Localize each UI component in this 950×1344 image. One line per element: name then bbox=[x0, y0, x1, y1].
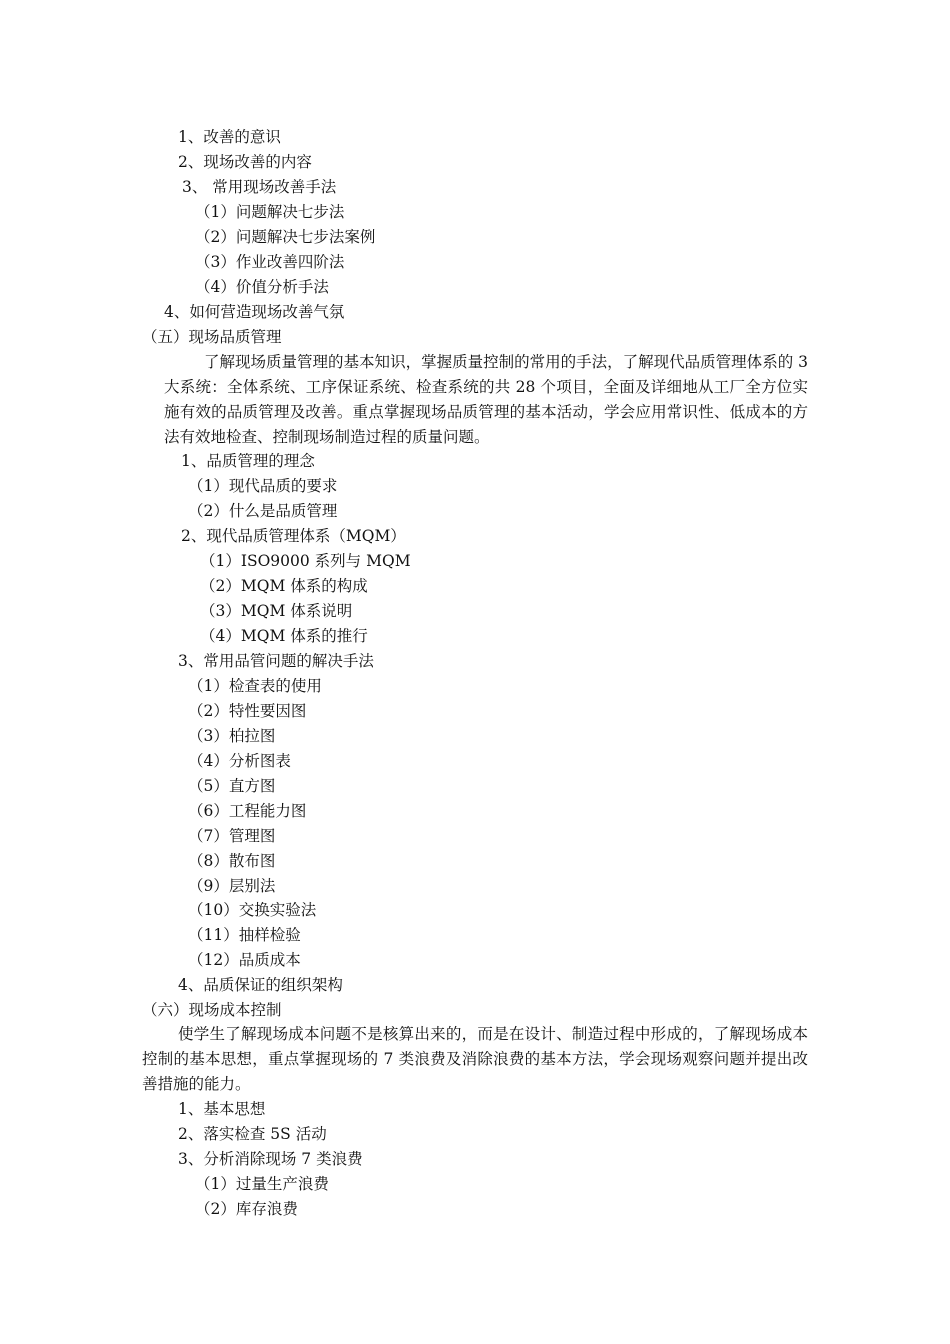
outline-item: 3、常用品管问题的解决手法 bbox=[178, 652, 374, 670]
section-heading: （五）现场品质管理 bbox=[142, 328, 282, 346]
outline-subitem: （1）现代品质的要求 bbox=[188, 477, 338, 495]
outline-subitem: （8）散布图 bbox=[188, 852, 276, 870]
outline-subitem: （10）交换实验法 bbox=[188, 901, 317, 919]
outline-item: 2、现代品质管理体系（MQM） bbox=[181, 527, 406, 545]
outline-item: 1、改善的意识 bbox=[178, 128, 281, 146]
outline-item: 2、落实检查 5S 活动 bbox=[178, 1125, 327, 1143]
outline-item: 1、基本思想 bbox=[178, 1100, 266, 1118]
outline-subitem: （4）分析图表 bbox=[188, 752, 291, 770]
outline-subitem: （3）作业改善四阶法 bbox=[195, 253, 345, 271]
section-paragraph: 使学生了解现场成本问题不是核算出来的，而是在设计、制造过程中形成的，了解现场成本控制的基本思想，重点掌握现场的 7 类浪费及消除浪费的基本方法，学会现场观察问题并提出改善措施的能力。 bbox=[142, 1025, 808, 1093]
outline-subitem: （2）库存浪费 bbox=[195, 1200, 298, 1218]
outline-subitem: （5）直方图 bbox=[188, 777, 276, 795]
outline-subitem: （11）抽样检验 bbox=[188, 926, 301, 944]
outline-subitem: （1）检查表的使用 bbox=[188, 677, 322, 695]
outline-subitem: （1）ISO9000 系列与 MQM bbox=[200, 552, 411, 570]
outline-item: 3、分析消除现场 7 类浪费 bbox=[178, 1150, 363, 1168]
section-heading: （六）现场成本控制 bbox=[142, 1001, 282, 1019]
outline-subitem: （1）过量生产浪费 bbox=[195, 1175, 329, 1193]
outline-subitem: （12）品质成本 bbox=[188, 951, 301, 969]
outline-item: 4、品质保证的组织架构 bbox=[178, 976, 343, 994]
outline-subitem: （2）特性要因图 bbox=[188, 702, 307, 720]
outline-subitem: （9）层别法 bbox=[188, 877, 276, 895]
outline-subitem: （2）问题解决七步法案例 bbox=[195, 228, 376, 246]
section-paragraph: 了解现场质量管理的基本知识，掌握质量控制的常用的手法，了解现代品质管理体系的 3 大系统：全体系统、工序保证系统、检查系统的共 28 个项目，全面及详细地从工厂全方位实施有效的品质管理及改善。重点掌握现场品质管理的基本活动，学会应用常识性、低成本的方法有效地检查、控制现场制造过程的质量问题。 bbox=[164, 353, 808, 446]
outline-subitem: （4）价值分析手法 bbox=[195, 278, 329, 296]
outline-subitem: （7）管理图 bbox=[188, 827, 276, 845]
outline-subitem: （3）MQM 体系说明 bbox=[200, 602, 353, 620]
outline-item: 3、 常用现场改善手法 bbox=[182, 178, 337, 196]
outline-item: 4、如何营造现场改善气氛 bbox=[164, 303, 345, 321]
outline-item: 2、现场改善的内容 bbox=[178, 153, 312, 171]
outline-subitem: （2）什么是品质管理 bbox=[188, 502, 338, 520]
outline-subitem: （6）工程能力图 bbox=[188, 802, 307, 820]
outline-subitem: （1）问题解决七步法 bbox=[195, 203, 345, 221]
outline-item: 1、品质管理的理念 bbox=[181, 452, 315, 470]
outline-subitem: （2）MQM 体系的构成 bbox=[200, 577, 368, 595]
outline-subitem: （4）MQM 体系的推行 bbox=[200, 627, 368, 645]
outline-subitem: （3）柏拉图 bbox=[188, 727, 276, 745]
